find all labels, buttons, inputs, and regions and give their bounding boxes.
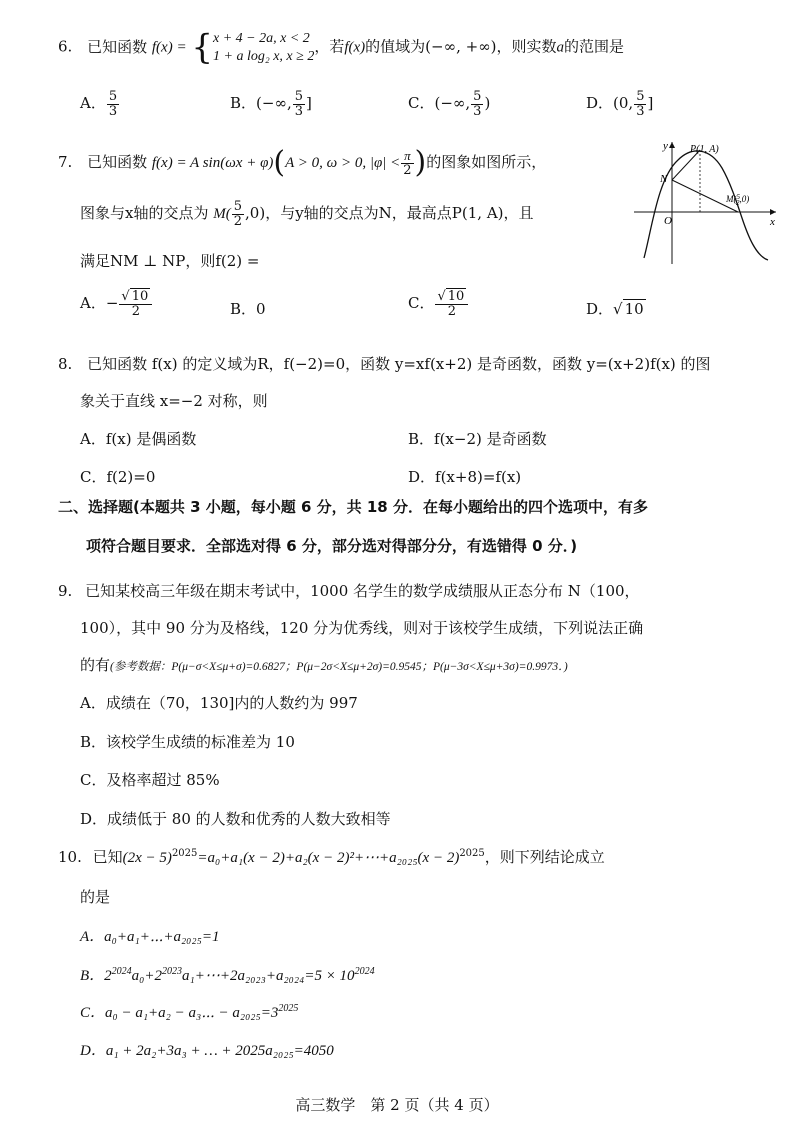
q7-paren-open: ( — [273, 145, 286, 180]
section2-heading-line1 — [58, 498, 648, 516]
graph-m-label-end: ,0) — [739, 194, 750, 204]
q6-piecewise — [213, 30, 314, 65]
q10-line1-c: =a₀+a₁(x − 2)+a₂(x − 2)²+⋯+a₂₀₂₅(x − 2) — [197, 850, 460, 866]
q6-opt-b-frac — [293, 90, 305, 118]
q6-opt-b-pre: (−∞, — [256, 94, 292, 113]
q9-option-c — [80, 771, 220, 789]
q6-option-c — [408, 90, 490, 118]
q7-number: 7. — [58, 153, 73, 171]
q6-opt-a-den: 3 — [108, 103, 118, 119]
q10-line1 — [58, 848, 605, 867]
graph-m-den: 2 — [736, 199, 740, 207]
q10-option-b — [80, 966, 375, 985]
q6-opt-b-post: ] — [306, 94, 312, 113]
q7-fx: f(x) = A sin(ωx + φ) — [151, 155, 274, 171]
q6-opt-c-frac — [471, 90, 483, 118]
q10-opt-c-p: 2025 — [278, 1003, 299, 1014]
q7-opt-c-den: 2 — [447, 303, 457, 319]
graph-origin-label: O — [664, 215, 672, 227]
q7-line2-mend: ,0) — [245, 204, 266, 223]
graph-x-label: x — [770, 216, 775, 228]
q10-line1-pow: 2025 — [171, 848, 198, 859]
q7-opt-c-label: C． — [408, 294, 435, 313]
q7-text-b: 的图象如图所示， — [426, 153, 547, 171]
q8-line1-text: 已知函数 f(x) 的定义域为R，f(−2)=0，函数 y=xf(x+2) 是奇函数，函数 y=(x+2)f(x) 的图 — [87, 355, 711, 373]
q7-opt-c-sqrt: 10 — [447, 289, 465, 304]
graph-sine-curve — [644, 151, 768, 260]
q10-line1-pow2: 2025 — [459, 848, 485, 859]
section2-line1-text: 二、选择题(本题共 3 小题，每小题 6 分，共 18 分．在每小题给出的四个选项中，有多 — [58, 498, 648, 516]
q6-opt-d-num: 5 — [636, 89, 645, 104]
q6-option-a — [80, 90, 120, 118]
q10-line1-a: 已知 — [92, 848, 123, 866]
q8-option-a — [80, 430, 196, 448]
q6-opt-d-label: D． — [586, 94, 614, 113]
graph-p-label: P(1, A) — [690, 144, 719, 155]
q10-opt-b-b: a₀+2 — [131, 968, 163, 984]
q7-line2-mden: 2 — [233, 213, 243, 229]
graph-m-label-start: M( — [726, 194, 737, 204]
q10-option-c — [80, 1003, 298, 1022]
q8-opt-d-text: D．f(x+8)=f(x) — [408, 468, 522, 486]
q9-option-a — [80, 694, 358, 712]
q7-line2-b: ，与y轴的交点为N，最高点P(1, A)，且 — [265, 204, 534, 223]
q9-number: 9. — [58, 582, 73, 600]
q6-option-d — [586, 90, 653, 118]
q7-line2 — [80, 200, 534, 228]
q9-line3 — [80, 656, 568, 675]
q7-option-d: D．√ 10 — [586, 300, 644, 318]
q8-number: 8. — [58, 355, 73, 373]
q6-fx2: f(x) — [344, 39, 366, 56]
q10-opt-b-p2: 2023 — [162, 966, 183, 977]
q8-opt-b-text: B．f(x−2) 是奇函数 — [408, 430, 547, 448]
q7-option-b — [230, 300, 266, 318]
q6-var-a: a — [556, 39, 565, 56]
q6-opt-a-label: A． — [80, 94, 106, 113]
q7-line3 — [80, 252, 259, 270]
q6-opt-c-num: 5 — [473, 89, 482, 104]
q7-opt-c-frac: $\frac{√ 10}{2}$ — [435, 290, 468, 318]
q9-line2 — [80, 619, 643, 637]
q9-option-d — [80, 810, 391, 828]
q6-opt-a-num: 5 — [108, 89, 118, 104]
q9-opt-c-text: C．及格率超过 85% — [80, 771, 220, 789]
q6-opt-c-label: C． — [408, 94, 435, 113]
q7-opt-d-sqrt: 10 — [624, 300, 644, 318]
q7-cond: A > 0, ω > 0, |φ| < — [285, 155, 401, 171]
q9-opt-b-text: B．该校学生成绩的标准差为 10 — [80, 733, 295, 751]
q9-reference-data: (参考数据：P(μ−σ<X≤μ+σ)=0.6827；P(μ−2σ<X≤μ+2σ)=0.9545；P(μ−3σ<X≤μ+3σ)=0.9973．) — [110, 661, 568, 673]
q7-opt-b-label: B． — [230, 300, 257, 318]
q6-fx: f(x) = — [151, 39, 187, 56]
q7-cond-num: π — [401, 149, 413, 164]
q10-line1-d: ，则下列结论成立 — [484, 848, 605, 866]
q8-opt-a-text: A．f(x) 是偶函数 — [80, 430, 197, 448]
q7-opt-a-sqrt: 10 — [131, 289, 149, 304]
q9-line2-text: 100），其中 90 分为及格线，120 分为优秀线，则对于该校学生成绩，下列说法正确 — [80, 619, 644, 637]
q6-text-b: ，若 — [314, 37, 345, 56]
graph-m-label — [725, 193, 749, 207]
q9-line3-a: 的有 — [80, 656, 111, 674]
q10-opt-b-p1: 2024 — [111, 966, 132, 977]
q6-opt-c-den: 3 — [473, 103, 482, 119]
q7-cond-den: 2 — [403, 162, 412, 178]
q8-option-d — [408, 468, 521, 486]
graph-y-label: y — [663, 140, 668, 152]
q10-opt-a-text: A．a₀+a₁+⋯+a₂₀₂₅=1 — [80, 929, 220, 945]
q9-option-b — [80, 733, 295, 751]
section2-heading-line2 — [86, 537, 577, 555]
q6-opt-a-frac — [107, 90, 119, 118]
q7-opt-a-sign: − — [105, 294, 119, 313]
q10-line2-text: 的是 — [80, 888, 111, 906]
q10-opt-b-c: a₁+⋯+2a₂₀₂₃+a₂₀₂₄=5 × 10 — [182, 968, 355, 984]
q6-case2: 1 + a log₂ x, x ≥ 2 — [213, 48, 315, 64]
q10-line2 — [80, 888, 110, 906]
q10-line1-b: (2x − 5) — [122, 850, 172, 866]
q7-paren-close: ) — [414, 145, 427, 180]
q7-text-a: 已知函数 — [87, 153, 148, 171]
q9-line1-text: 已知某校高三年级在期末考试中，1000 名学生的数学成绩服从正态分布 N（100， — [85, 582, 640, 600]
q6-text-a: 已知函数 — [87, 37, 148, 56]
q6-option-b — [230, 90, 312, 118]
q6-opt-d-frac — [634, 90, 646, 118]
q6-opt-b-den: 3 — [294, 103, 303, 119]
q6-text-c: 的值域为(−∞, +∞)，则实数 — [365, 37, 557, 56]
q6-opt-d-post: ] — [647, 94, 654, 113]
q6-opt-b-num: 5 — [294, 89, 303, 104]
q7-line2-mnum: 5 — [233, 199, 243, 214]
q9-opt-a-text: A．成绩在（70，130]内的人数约为 997 — [80, 694, 358, 712]
q6-opt-d-pre: (0, — [613, 94, 634, 113]
q9-line1 — [58, 582, 640, 600]
q6-opt-c-pre: (−∞, — [434, 94, 471, 113]
q7-graph — [630, 138, 780, 268]
q6-opt-d-den: 3 — [636, 103, 645, 119]
q10-opt-c-a: C．a₀ − a₁+a₂ − a₃⋯ − a₂₀₂₅=3 — [80, 1005, 279, 1021]
q7-opt-d-label: D． — [586, 300, 614, 318]
graph-y-arrow — [669, 142, 675, 148]
q7-opt-a-label: A． — [80, 294, 106, 313]
graph-x-arrow — [770, 209, 776, 215]
q10-option-d — [80, 1042, 334, 1060]
q6-number: 6. — [58, 37, 73, 56]
q6-text-d: 的范围是 — [564, 37, 625, 56]
graph-n-label: N — [660, 173, 668, 185]
graph-m-num: 5 — [736, 193, 740, 201]
page-footer: 高三数学 第 2 页（共 4 页） — [295, 1096, 499, 1114]
q6-case1: x + 4 − 2a, x < 2 — [213, 31, 310, 46]
q6-stem — [58, 27, 625, 68]
section2-line2-text: 项符合题目要求．全部选对得 6 分，部分选对得部分分，有选错得 0 分．) — [86, 537, 578, 555]
q6-opt-c-post: ) — [484, 94, 491, 113]
q8-opt-c-text: C．f(2)=0 — [80, 468, 156, 486]
q8-option-b — [408, 430, 547, 448]
q10-opt-b-a: B．2 — [80, 968, 112, 984]
q7-option-c — [408, 290, 469, 318]
q10-opt-b-p3: 2024 — [354, 966, 375, 977]
q10-option-a — [80, 928, 219, 946]
q9-opt-d-text: D．成绩低于 80 的人数和优秀的人数大致相等 — [80, 810, 391, 828]
q10-number: 10. — [58, 848, 82, 866]
q7-line2-m: M( — [213, 206, 231, 223]
q7-opt-b-text: 0 — [256, 300, 266, 318]
q6-brace: { — [191, 27, 213, 68]
q8-line1 — [58, 355, 711, 373]
q7-cond-frac — [401, 149, 413, 177]
q7-option-a — [80, 290, 153, 318]
q7-line2-frac — [232, 200, 244, 228]
q6-opt-b-label: B． — [230, 94, 257, 113]
q7-line2-a: 图象与x轴的交点为 — [80, 204, 209, 223]
q8-option-c — [80, 468, 155, 486]
q8-line2-text: 象关于直线 x=−2 对称，则 — [80, 392, 268, 410]
q7-opt-a-den: 2 — [131, 303, 140, 319]
q7-stem — [58, 145, 547, 180]
q8-line2 — [80, 392, 268, 410]
q7-opt-a-frac: $\frac{√ 10}{2}$ — [119, 290, 152, 318]
q7-line3-text: 满足NM ⊥ NP，则f(2) = — [80, 252, 260, 270]
q10-opt-d-text: D．a₁ + 2a₂+3a₃ + … + 2025a₂₀₂₅=4050 — [80, 1043, 334, 1059]
